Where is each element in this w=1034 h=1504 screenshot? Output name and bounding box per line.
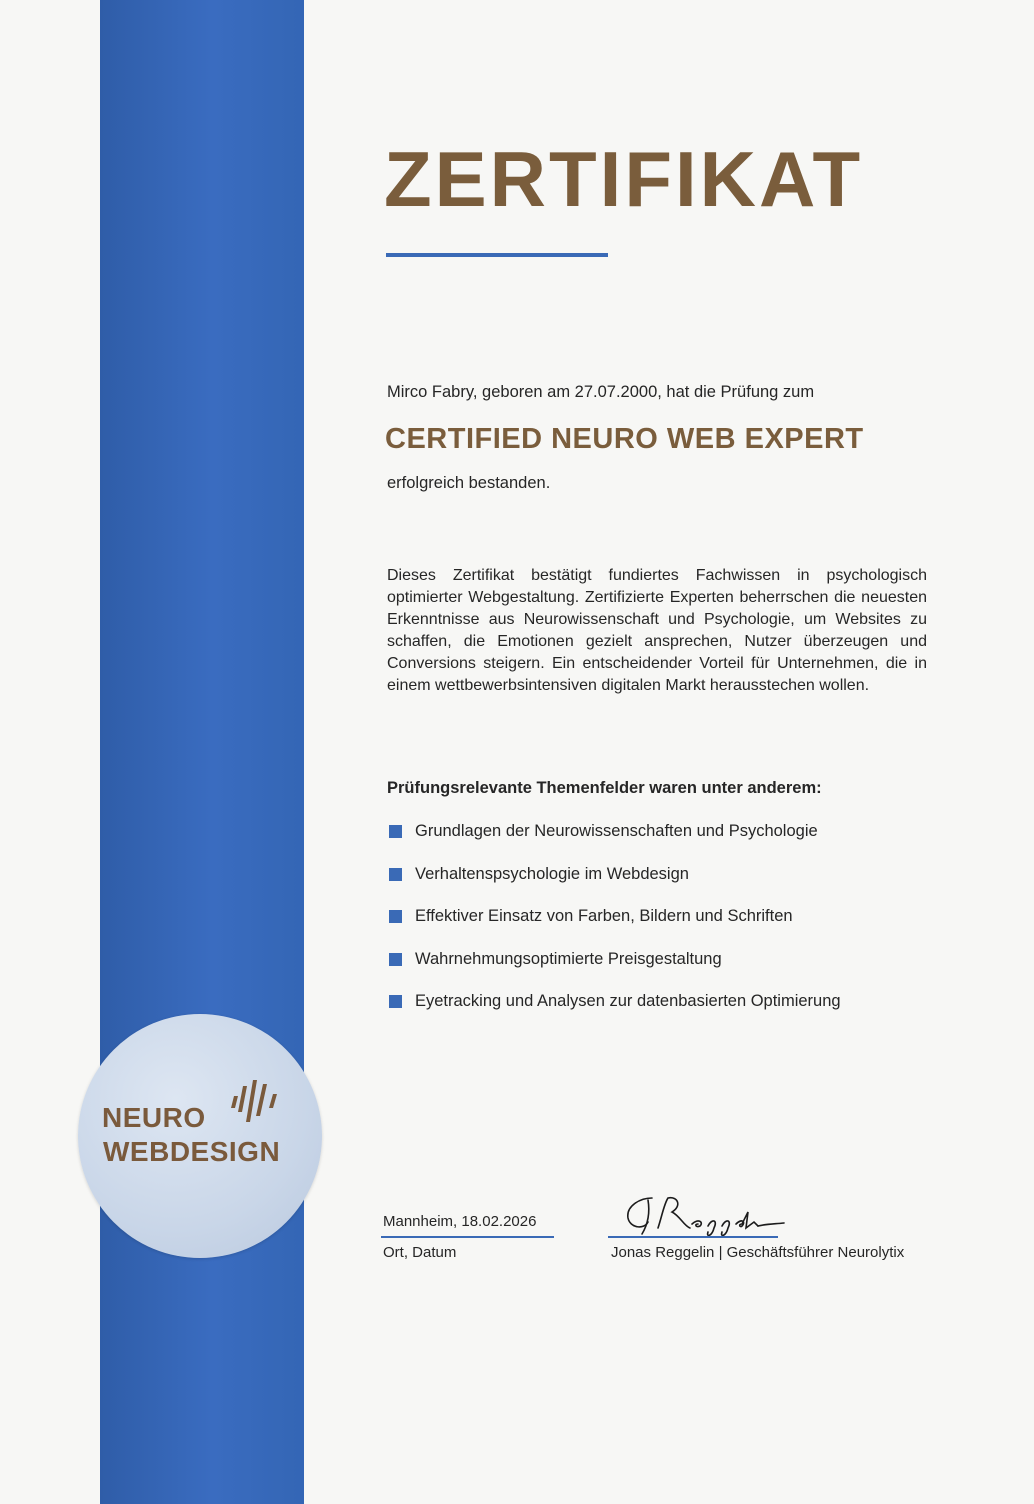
- signer-name: Jonas Reggelin | Geschäftsführer Neurolytix: [611, 1244, 905, 1261]
- seal-line-2: WEBDESIGN: [103, 1136, 281, 1167]
- degree-title: CERTIFIED NEURO WEB EXPERT: [385, 423, 864, 455]
- signature-rule: [608, 1236, 778, 1238]
- square-bullet-icon: [389, 953, 402, 966]
- certificate-description: Dieses Zertifikat bestätigt fundiertes Fachwissen in psychologisch optimierter Webgestaltung. Zertifizierte Experten beherrschen die neuesten Erkenntnisse aus Neurowissenschaft und Psychologie, um Websites zu schaffen, die Emotionen gezielt ansprechen, Nutzer überzeugen und Conversions steigern. Ein entscheidender Vorteil für Unternehmen, die in einem wettbewerbsintensiven digitalen Markt herausstechen wollen.: [387, 567, 927, 694]
- square-bullet-icon: [389, 910, 402, 923]
- recipient-intro: Mirco Fabry, geboren am 27.07.2000, hat die Prüfung zum: [387, 383, 815, 401]
- certificate-title: ZERTIFIKAT: [384, 135, 864, 223]
- place-date-rule: [381, 1236, 554, 1238]
- topics-list: [389, 822, 841, 1035]
- list-item: Eyetracking und Analysen zur datenbasierten Optimierung: [389, 992, 841, 1035]
- place-date-label: Ort, Datum: [383, 1244, 457, 1261]
- list-item: Wahrnehmungsoptimierte Preisgestaltung: [389, 950, 841, 993]
- list-item: Effektiver Einsatz von Farben, Bildern und Schriften: [389, 907, 841, 950]
- neuro-webdesign-seal: [78, 1014, 322, 1258]
- square-bullet-icon: [389, 825, 402, 838]
- brainwave-logo-icon: [226, 1074, 296, 1134]
- passed-text: erfolgreich bestanden.: [387, 474, 551, 492]
- square-bullet-icon: [389, 868, 402, 881]
- blue-ribbon: [100, 0, 304, 1504]
- title-underline: [386, 253, 608, 257]
- list-item: Grundlagen der Neurowissenschaften und Psychologie: [389, 822, 841, 865]
- square-bullet-icon: [389, 995, 402, 1008]
- place-date: Mannheim, 18.02.2026: [383, 1213, 537, 1230]
- topics-heading: Prüfungsrelevante Themenfelder waren unter anderem:: [387, 779, 822, 797]
- seal-line-1: NEURO: [102, 1102, 206, 1133]
- list-item: Verhaltenspsychologie im Webdesign: [389, 865, 841, 908]
